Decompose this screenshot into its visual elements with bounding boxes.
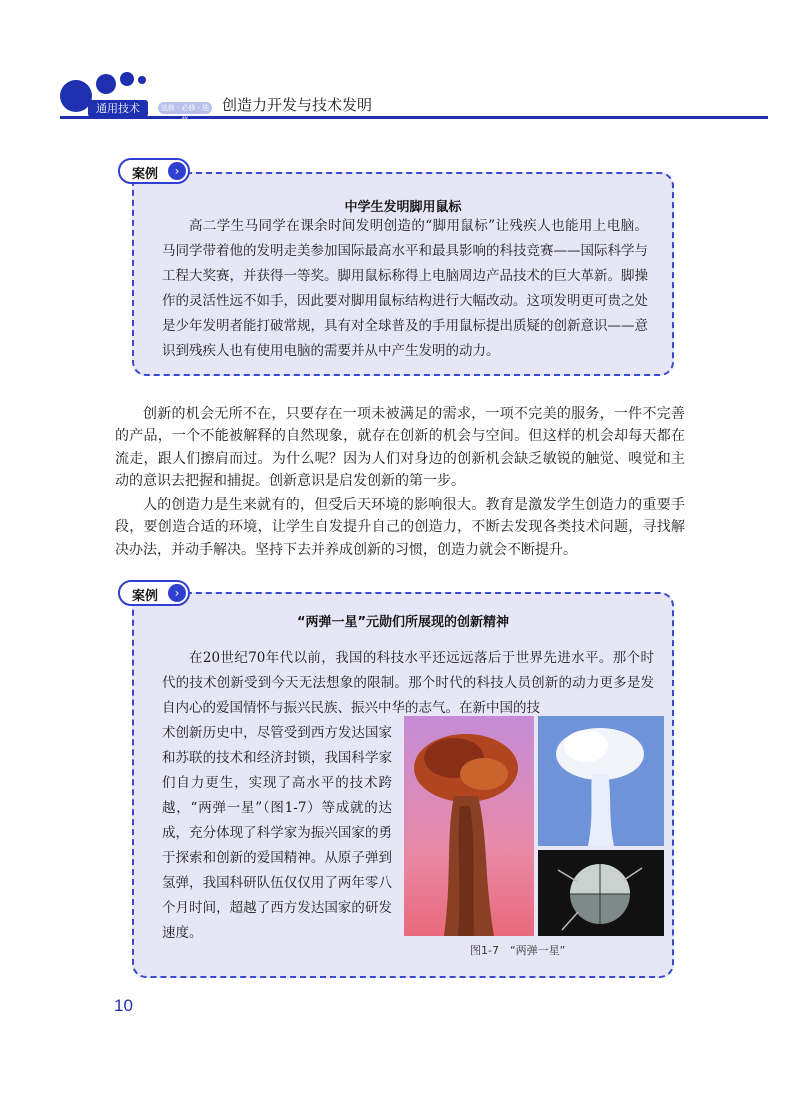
header-rule [60, 116, 768, 119]
body-paragraph-1: 创新的机会无所不在，只要存在一项未被满足的需求，一项不完美的服务，一件不完善的产品，一个不能被解释的自然现象，就存在创新的机会与空间。但这样的机会却每天都在流走，跟人们擦肩而过。为什么呢？因为人们对身边的创新机会缺乏敏锐的触觉、嗅觉和主动的意识去把握和捕捉。创新意识是启发创新的第一步。 [115, 406, 685, 490]
case-1-text: 高二学生马同学在课余时间发明创造的“脚用鼠标”让残疾人也能用上电脑。马同学带着他的发明走美参加国际最高水平和最具影响的科技竞赛——国际科学与工程大奖赛，并获得一等奖。脚用鼠标称得上电脑周边产品技术的巨大革新。脚操作的灵活性远不如手，因此要对脚用鼠标结构进行大幅改动。这项发明更可贵之处是少年发明者能打破常规，具有对全球普及的手用鼠标提出质疑的创新意识——意识到残疾人也有使用电脑的需要并从中产生发明的动力。 [162, 218, 648, 359]
case-1-title: 中学生发明脚用鼠标 [344, 200, 462, 215]
chapter-title: 创造力开发与技术发明 [222, 96, 373, 114]
case-2-text-side: 术创新历史中，尽管受到西方发达国家和苏联的技术和经济封锁，我国科学家们自力更生，实现了高水平的技术跨越，“两弹一星”（图1-7）等成就的达成，充分体现了科学家为振兴国家的勇于探索和创新的爱国精神。从原子弹到氢弹，我国科研队伍仅仅用了两年零八个月时间，超越了西方发达国家的研发速度。 [162, 725, 392, 941]
case-tab-1 [118, 158, 190, 184]
case-tab-label: 案例 [132, 167, 159, 182]
book-title: 通用技术 [88, 100, 148, 117]
header-dot-small [120, 72, 134, 86]
header-dot-tiny [138, 76, 146, 84]
body-paragraph-2: 人的创造力是生来就有的，但受后天环境的影响很大。教育是激发学生创造力的重要手段，要创造合适的环境，让学生自发提升自己的创造力，不断去发现各类技术问题，寻找解决办法，并动手解决。坚持下去并养成创新的习惯，创造力就会不断提升。 [115, 497, 685, 558]
header-dot-medium [96, 74, 116, 94]
hydrogen-bomb-photo [538, 716, 664, 846]
header-subtitle: 选修 · 必修 · 选修 [158, 102, 212, 114]
case-tab-label: 案例 [132, 589, 159, 604]
chevron-right-icon: › [168, 162, 186, 180]
case-2-text-top: 在20世纪70年代以前，我国的科技水平还远远落后于世界先进水平。那个时代的技术创新受到今天无法想象的限制。那个时代的科技人员创新的动力更多是发自内心的爱国情怀与振兴民族、振兴中华的志气。在新中国的技 [162, 650, 654, 716]
case-2-title: “两弹一星”元勋们所展现的创新精神 [296, 615, 510, 630]
mushroom-cloud-photo [404, 716, 534, 936]
figure-caption: 图1-7 “两弹一星” [470, 944, 566, 957]
chevron-right-icon: › [168, 584, 186, 602]
satellite-photo [538, 850, 664, 936]
case-tab-2 [118, 580, 190, 606]
page-number: 10 [114, 996, 133, 1015]
